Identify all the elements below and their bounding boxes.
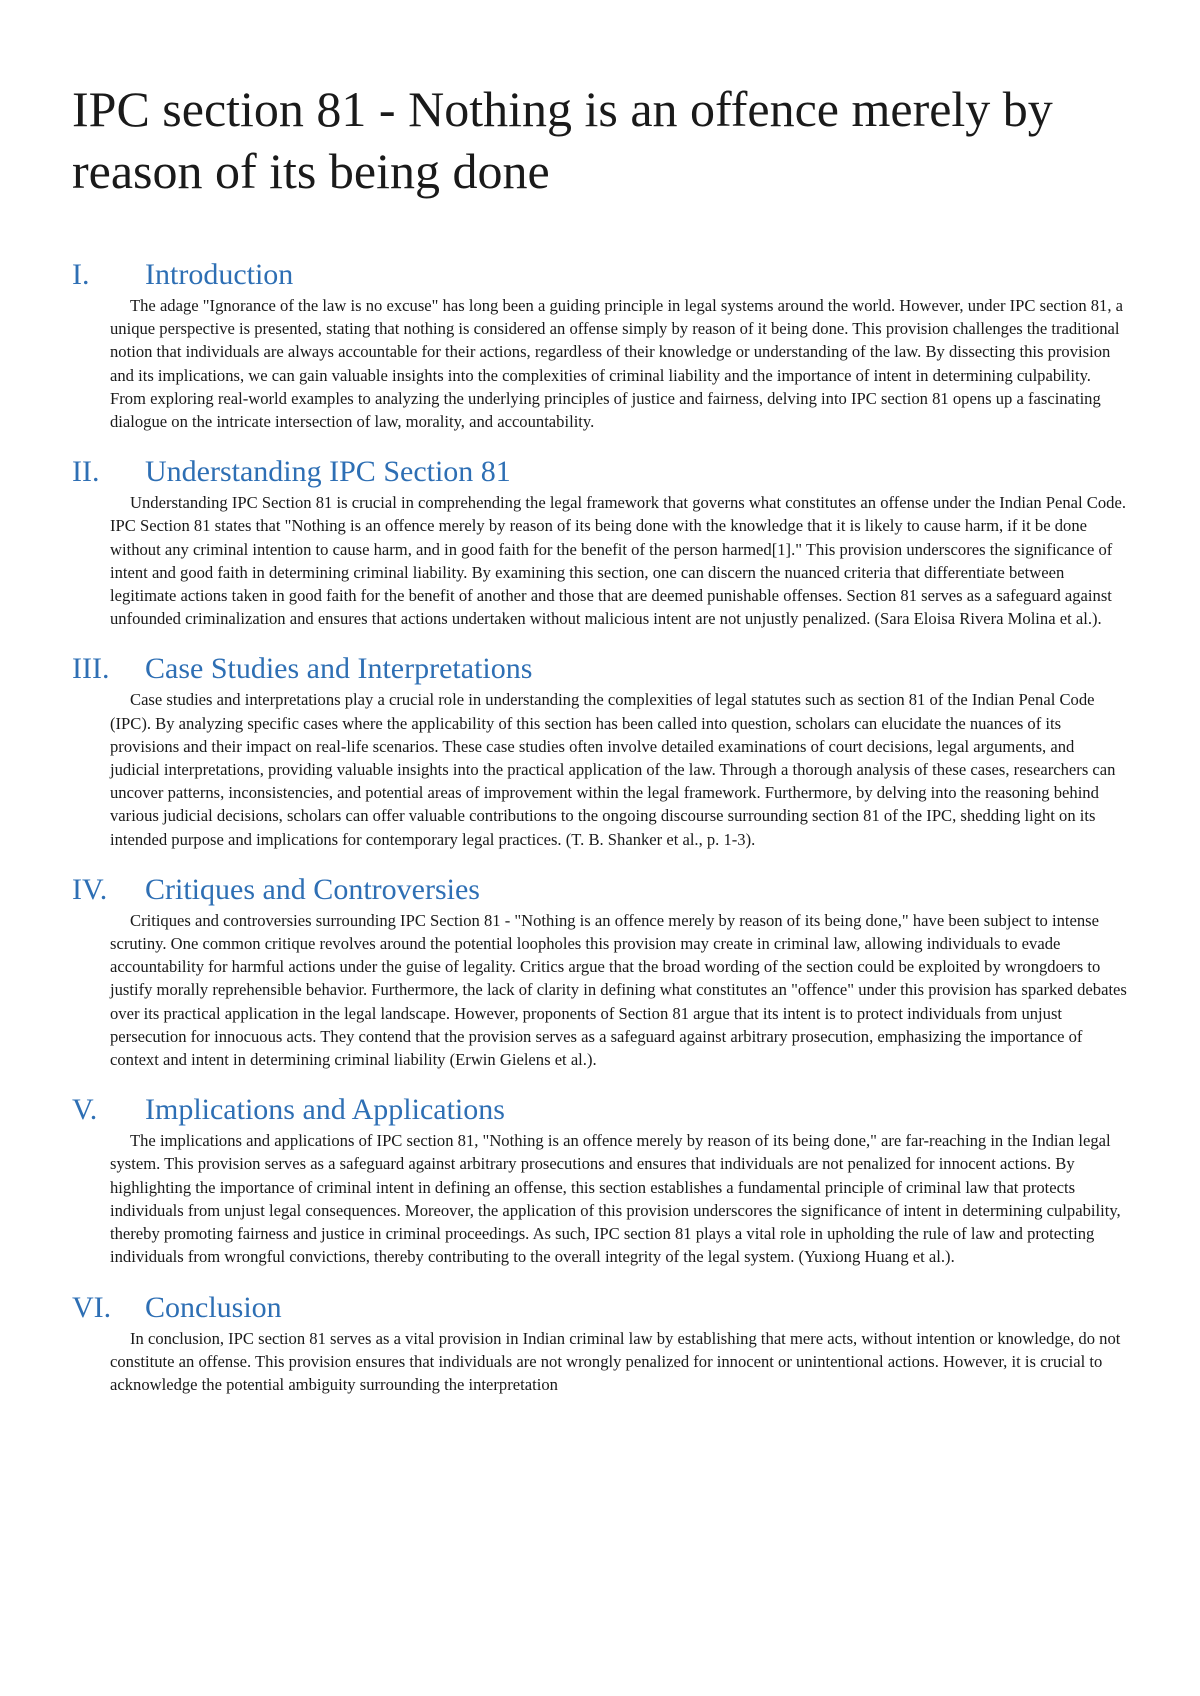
section-heading	[72, 258, 1128, 292]
section-number: V.	[72, 1093, 98, 1127]
section-title: Critiques and Controversies	[145, 872, 480, 906]
section-number: IV.	[72, 872, 108, 906]
section-number: VI.	[72, 1290, 112, 1324]
section-case-studies	[72, 652, 1128, 850]
section-critiques	[72, 873, 1128, 1071]
section-understanding	[72, 455, 1128, 630]
document-title: IPC section 81 - Nothing is an offence merely by reason of its being done	[72, 81, 1053, 199]
section-paragraph: Case studies and interpretations play a crucial role in understanding the complexities of legal statutes such as section 81 of the Indian Penal Code (IPC). By analyzing specific cases where the applicability of this section has been called into question, scholars can elucidate the nuances of its provisions and their impact on real-life scenarios. These case studies often involve detailed examinations of court decisions, legal arguments, and judicial interpretations, providing valuable insights into the practical application of the law. Through a thorough analysis of these cases, researchers can uncover patterns, inconsistencies, and potential areas of improvement within the legal framework. Furthermore, by delving into the reasoning behind various judicial decisions, scholars can offer valuable contributions to the ongoing discourse surrounding section 81 of the IPC, shedding light on its intended purpose and implications for contemporary legal practices. (T. B. Shanker et al., p. 1-3).	[110, 690, 1116, 849]
section-implications	[72, 1093, 1128, 1268]
section-paragraph: Understanding IPC Section 81 is crucial in comprehending the legal framework that governs what constitutes an offense under the Indian Penal Code. IPC Section 81 states that "Nothing is an offence merely by reason of its being done with the knowledge that it is likely to cause harm, if it be done without any criminal intention to cause harm, and in good faith for the benefit of the person harmed[1]." This provision underscores the significance of intent and good faith in determining criminal liability. By examining this section, one can discern the nuanced criteria that differentiate between legitimate actions taken in good faith for the benefit of another and those that are deemed punishable offenses. Section 81 serves as a safeguard against unfounded criminalization and ensures that actions undertaken without malicious intent are not unjustly penalized. (Sara Eloisa Rivera Molina et al.).	[110, 493, 1126, 629]
section-title: Implications and Applications	[145, 1093, 505, 1127]
section-number: I.	[72, 258, 90, 291]
section-paragraph: Critiques and controversies surrounding IPC Section 81 - "Nothing is an offence merely by reason of its being done," have been subject to intense scrutiny. One common critique revolves around the potential loopholes this provision may create in criminal law, allowing individuals to evade accountability for harmful actions under the guise of legality. Critics argue that the broad wording of the section could be exploited by wrongdoers to justify morally reprehensible behavior. Furthermore, the lack of clarity in defining what constitutes an "offence" under this provision has sparked debates over its practical application in the legal landscape. However, proponents of Section 81 argue that its intent is to protect individuals from unjust persecution for innocuous acts. They contend that the provision serves as a safeguard against arbitrary prosecution, emphasizing the importance of context and intent in determining criminal liability (Erwin Gielens et al.).	[110, 910, 1127, 1070]
section-number: III.	[72, 652, 110, 686]
section-heading	[72, 873, 1128, 907]
section-title: Understanding IPC Section 81	[145, 455, 511, 489]
section-heading	[72, 1093, 1128, 1127]
section-title: Conclusion	[145, 1290, 282, 1324]
section-paragraph: The adage "Ignorance of the law is no excuse" has long been a guiding principle in legal systems around the world. However, under IPC section 81, a unique perspective is presented, stating that nothing is considered an offense simply by reason of it being done. This provision challenges the traditional notion that individuals are always accountable for their actions, regardless of their knowledge or understanding of the law. By dissecting this provision and its implications, we can gain valuable insights into the complexities of criminal liability and the importance of intent in determining culpability. From exploring real-world examples to analyzing the underlying principles of justice and fairness, delving into IPC section 81 opens up a fascinating dialogue on the intricate intersection of law, morality, and accountability.	[110, 296, 1124, 432]
section-heading	[72, 455, 1128, 489]
section-introduction	[72, 258, 1128, 433]
section-paragraph: In conclusion, IPC section 81 serves as a vital provision in Indian criminal law by establishing that mere acts, without intention or knowledge, do not constitute an offense. This provision ensures that individuals are not wrongly penalized for innocent or unintentional actions. However, it is crucial to acknowledge the potential ambiguity surrounding the interpretation	[110, 1328, 1121, 1394]
section-heading	[72, 1291, 1128, 1325]
section-title: Case Studies and Interpretations	[145, 652, 533, 686]
section-number: II.	[72, 455, 100, 489]
section-title: Introduction	[145, 258, 294, 291]
section-heading	[72, 652, 1128, 686]
section-paragraph: The implications and applications of IPC section 81, "Nothing is an offence merely by reason of its being done," are far-reaching in the Indian legal system. This provision serves as a safeguard against arbitrary prosecutions and ensures that individuals are not penalized for innocent actions. By highlighting the importance of criminal intent in defining an offense, this section establishes a fundamental principle of criminal law that protects individuals from unjust legal consequences. Moreover, the application of this provision underscores the significance of intent in determining culpability, thereby promoting fairness and justice in criminal proceedings. As such, IPC section 81 plays a vital role in upholding the rule of law and protecting individuals from wrongful convictions, thereby contributing to the overall integrity of the legal system. (Yuxiong Huang et al.).	[110, 1131, 1121, 1267]
section-conclusion	[72, 1291, 1128, 1397]
